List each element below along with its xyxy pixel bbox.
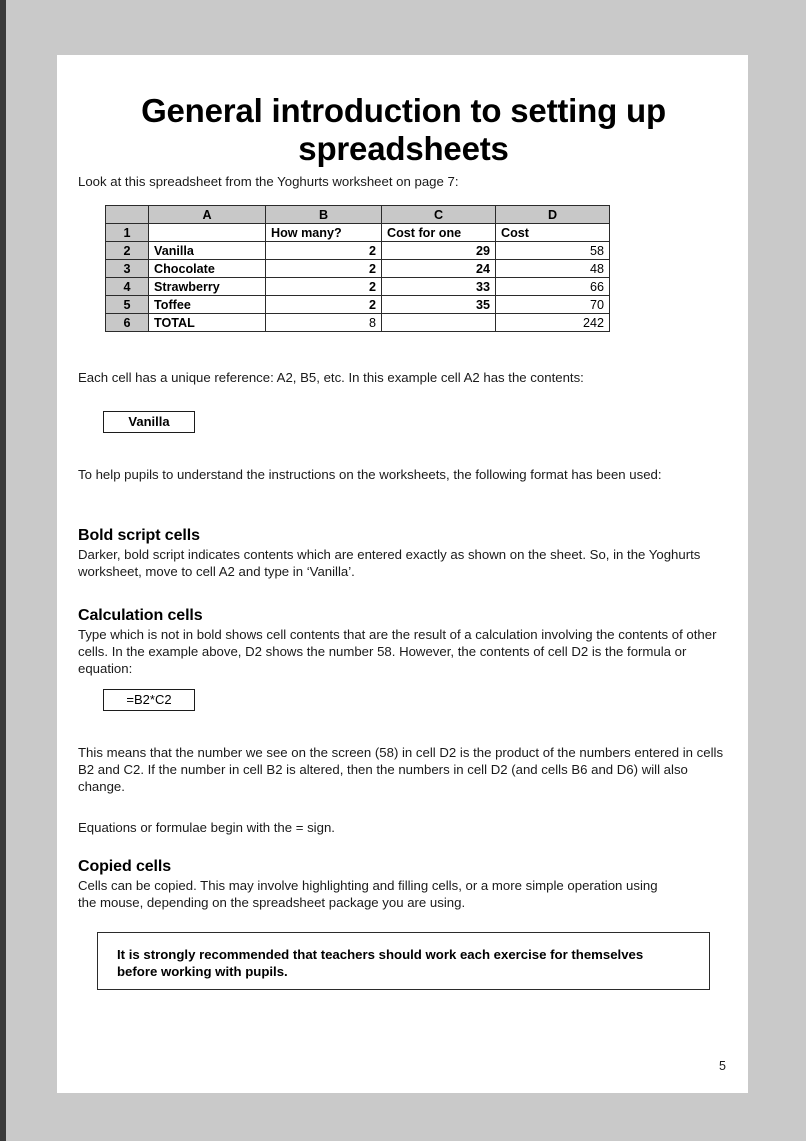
page-edge-band bbox=[0, 0, 6, 1141]
cell-a4[interactable]: Strawberry bbox=[149, 278, 266, 296]
sheet-corner-cell[interactable] bbox=[106, 206, 149, 224]
cell-b2[interactable]: 2 bbox=[266, 242, 382, 260]
table-column-header-row bbox=[106, 206, 610, 224]
cell-d6[interactable]: 242 bbox=[496, 314, 610, 332]
cell-b5[interactable]: 2 bbox=[266, 296, 382, 314]
heading-bold-script-cells: Bold script cells bbox=[78, 527, 200, 545]
column-header-a[interactable]: A bbox=[149, 206, 266, 224]
page-number: 5 bbox=[719, 1059, 726, 1073]
cell-d4[interactable]: 66 bbox=[496, 278, 610, 296]
document-page bbox=[57, 55, 748, 1093]
cell-a2[interactable]: Vanilla bbox=[149, 242, 266, 260]
row-header-2[interactable]: 2 bbox=[106, 242, 149, 260]
cell-a1[interactable] bbox=[149, 224, 266, 242]
heading-copied-cells: Copied cells bbox=[78, 858, 172, 876]
formula-explanation-paragraph: This means that the number we see on the screen (58) in cell D2 is the product of the numbers entered in cells B2 and C2. If the number in cell B2 is altered, then the numbers in cell D2 (and cells B6 and D6) will also change. bbox=[78, 745, 724, 794]
cell-b3[interactable]: 2 bbox=[266, 260, 382, 278]
cell-c2[interactable]: 29 bbox=[382, 242, 496, 260]
row-header-3[interactable]: 3 bbox=[106, 260, 149, 278]
cell-b1[interactable]: How many? bbox=[266, 224, 382, 242]
cell-b4[interactable]: 2 bbox=[266, 278, 382, 296]
row-header-6[interactable]: 6 bbox=[106, 314, 149, 332]
cell-d5[interactable]: 70 bbox=[496, 296, 610, 314]
formula-example-box: =B2*C2 bbox=[103, 689, 195, 711]
cell-c1[interactable]: Cost for one bbox=[382, 224, 496, 242]
cell-a3[interactable]: Chocolate bbox=[149, 260, 266, 278]
cell-c3[interactable]: 24 bbox=[382, 260, 496, 278]
row-header-5[interactable]: 5 bbox=[106, 296, 149, 314]
intro-paragraph: Look at this spreadsheet from the Yoghurts worksheet on page 7: bbox=[78, 174, 459, 190]
recommendation-box bbox=[97, 932, 710, 990]
cell-reference-paragraph: Each cell has a unique reference: A2, B5, etc. In this example cell A2 has the contents: bbox=[78, 370, 584, 386]
cell-a6[interactable]: TOTAL bbox=[149, 314, 266, 332]
equations-note-paragraph: Equations or formulae begin with the = sign. bbox=[78, 820, 335, 836]
page-title: General introduction to setting up spreadsheets bbox=[141, 92, 666, 168]
table-row bbox=[106, 278, 610, 296]
table-row bbox=[106, 224, 610, 242]
cell-c6[interactable] bbox=[382, 314, 496, 332]
table-row bbox=[106, 260, 610, 278]
cell-a5[interactable]: Toffee bbox=[149, 296, 266, 314]
cell-d1[interactable]: Cost bbox=[496, 224, 610, 242]
cell-b6[interactable]: 8 bbox=[266, 314, 382, 332]
row-header-1[interactable]: 1 bbox=[106, 224, 149, 242]
table-row bbox=[106, 296, 610, 314]
cell-c4[interactable]: 33 bbox=[382, 278, 496, 296]
column-header-b[interactable]: B bbox=[266, 206, 382, 224]
column-header-d[interactable]: D bbox=[496, 206, 610, 224]
format-intro-paragraph: To help pupils to understand the instructions on the worksheets, the following format has been used: bbox=[78, 467, 662, 483]
heading-calculation-cells: Calculation cells bbox=[78, 607, 203, 625]
cell-d2[interactable]: 58 bbox=[496, 242, 610, 260]
cell-c5[interactable]: 35 bbox=[382, 296, 496, 314]
table-row bbox=[106, 242, 610, 260]
row-header-4[interactable]: 4 bbox=[106, 278, 149, 296]
bold-script-paragraph: Darker, bold script indicates contents which are entered exactly as shown on the sheet. So, in the Yoghurts worksheet, move to cell A2 and type in ‘Vanilla’. bbox=[78, 547, 701, 580]
calculation-paragraph: Type which is not in bold shows cell contents that are the result of a calculation involving the contents of other cells. In the example above, D2 shows the number 58. However, the contents of cell D2 is the formula or equation: bbox=[78, 627, 717, 676]
cell-d3[interactable]: 48 bbox=[496, 260, 610, 278]
cell-example-box: Vanilla bbox=[103, 411, 195, 433]
copied-cells-paragraph: Cells can be copied. This may involve highlighting and filling cells, or a more simple operation using the mouse, depending on the spreadsheet package you are using. bbox=[78, 878, 658, 911]
column-header-c[interactable]: C bbox=[382, 206, 496, 224]
recommendation-text: It is strongly recommended that teachers should work each exercise for themselves before working with pupils. bbox=[117, 947, 644, 980]
spreadsheet-table bbox=[105, 205, 610, 332]
table-row bbox=[106, 314, 610, 332]
